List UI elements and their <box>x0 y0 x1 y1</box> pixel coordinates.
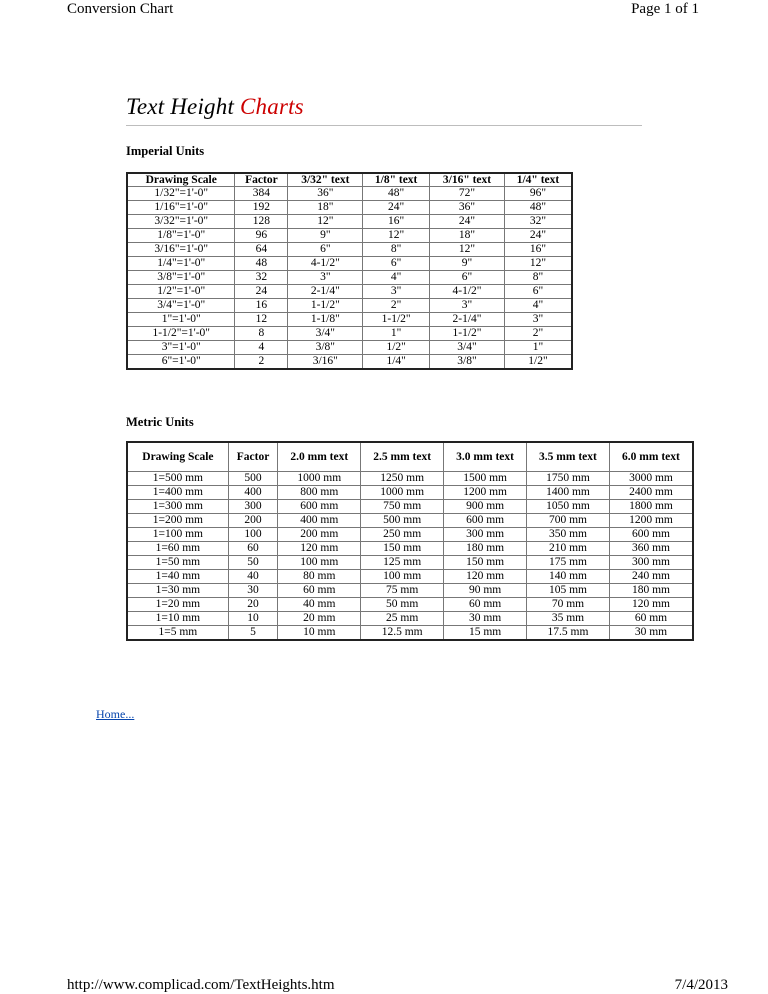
table-cell: 192 <box>235 201 288 215</box>
table-cell: 1800 mm <box>609 500 693 514</box>
table-cell: 1"=1'-0" <box>127 313 235 327</box>
table-cell: 150 mm <box>361 542 444 556</box>
table-cell: 6" <box>363 257 430 271</box>
table-cell: 48" <box>363 187 430 201</box>
table-cell: 100 mm <box>278 556 361 570</box>
metric-units-table <box>126 441 694 641</box>
table-row <box>127 598 693 612</box>
print-footer-date: 7/4/2013 <box>674 977 728 993</box>
table-cell: 48" <box>504 201 572 215</box>
table-cell: 30 <box>228 584 278 598</box>
table-cell: 400 mm <box>278 514 361 528</box>
table-row <box>127 584 693 598</box>
table-cell: 48 <box>235 257 288 271</box>
table-cell: 120 mm <box>609 598 693 612</box>
column-header: 1/4" text <box>504 173 572 187</box>
table-cell: 60 mm <box>444 598 527 612</box>
table-cell: 96" <box>504 187 572 201</box>
table-row <box>127 243 572 257</box>
table-cell: 4" <box>504 299 572 313</box>
table-cell: 100 mm <box>361 570 444 584</box>
print-footer-url: http://www.complicad.com/TextHeights.htm <box>67 977 335 993</box>
table-cell: 3" <box>288 271 363 285</box>
table-cell: 1-1/2" <box>288 299 363 313</box>
page-title <box>126 94 304 120</box>
table-cell: 1400 mm <box>527 486 610 500</box>
table-cell: 50 mm <box>361 598 444 612</box>
table-cell: 1200 mm <box>444 486 527 500</box>
table-cell: 3/32"=1'-0" <box>127 215 235 229</box>
table-cell: 24 <box>235 285 288 299</box>
table-cell: 1/4"=1'-0" <box>127 257 235 271</box>
table-cell: 3/8" <box>288 341 363 355</box>
table-cell: 120 mm <box>444 570 527 584</box>
table-cell: 4" <box>363 271 430 285</box>
table-cell: 8" <box>504 271 572 285</box>
table-cell: 175 mm <box>527 556 610 570</box>
table-cell: 300 mm <box>609 556 693 570</box>
table-cell: 1-1/2"=1'-0" <box>127 327 235 341</box>
table-cell: 600 mm <box>444 514 527 528</box>
table-cell: 1=50 mm <box>127 556 228 570</box>
table-cell: 2" <box>363 299 430 313</box>
table-cell: 240 mm <box>609 570 693 584</box>
table-cell: 200 mm <box>278 528 361 542</box>
table-cell: 12" <box>504 257 572 271</box>
table-cell: 24" <box>363 201 430 215</box>
table-cell: 96 <box>235 229 288 243</box>
table-cell: 15 mm <box>444 626 527 641</box>
table-cell: 1" <box>363 327 430 341</box>
table-row <box>127 472 693 486</box>
table-cell: 40 mm <box>278 598 361 612</box>
table-row <box>127 257 572 271</box>
table-cell: 40 <box>228 570 278 584</box>
table-cell: 4-1/2" <box>430 285 505 299</box>
table-cell: 4 <box>235 341 288 355</box>
table-cell: 800 mm <box>278 486 361 500</box>
table-cell: 1/2" <box>363 341 430 355</box>
table-cell: 1-1/2" <box>363 313 430 327</box>
table-cell: 600 mm <box>609 528 693 542</box>
column-header: 6.0 mm text <box>609 442 693 472</box>
table-cell: 1000 mm <box>361 486 444 500</box>
table-cell: 9" <box>430 257 505 271</box>
table-cell: 16 <box>235 299 288 313</box>
table-cell: 3" <box>430 299 505 313</box>
table-row <box>127 355 572 370</box>
table-row <box>127 187 572 201</box>
table-cell: 1/32"=1'-0" <box>127 187 235 201</box>
table-row <box>127 542 693 556</box>
table-cell: 3/4" <box>288 327 363 341</box>
table-row <box>127 313 572 327</box>
table-cell: 1=400 mm <box>127 486 228 500</box>
table-cell: 16" <box>504 243 572 257</box>
table-row <box>127 341 572 355</box>
table-cell: 24" <box>430 215 505 229</box>
table-cell: 12 <box>235 313 288 327</box>
table-cell: 2-1/4" <box>430 313 505 327</box>
table-row <box>127 528 693 542</box>
table-cell: 200 <box>228 514 278 528</box>
table-cell: 30 mm <box>444 612 527 626</box>
table-cell: 80 mm <box>278 570 361 584</box>
table-cell: 1=10 mm <box>127 612 228 626</box>
table-cell: 384 <box>235 187 288 201</box>
table-cell: 90 mm <box>444 584 527 598</box>
table-cell: 180 mm <box>609 584 693 598</box>
table-cell: 1/4" <box>363 355 430 370</box>
table-cell: 72" <box>430 187 505 201</box>
column-header: 2.5 mm text <box>361 442 444 472</box>
page-title-main: Text Height <box>126 94 240 119</box>
table-cell: 2-1/4" <box>288 285 363 299</box>
column-header: Factor <box>228 442 278 472</box>
table-cell: 1/2"=1'-0" <box>127 285 235 299</box>
table-cell: 8 <box>235 327 288 341</box>
table-cell: 20 mm <box>278 612 361 626</box>
table-cell: 3" <box>363 285 430 299</box>
page-title-accent: Charts <box>240 94 304 119</box>
column-header: 3.5 mm text <box>527 442 610 472</box>
table-cell: 18" <box>430 229 505 243</box>
table-cell: 1-1/8" <box>288 313 363 327</box>
table-row <box>127 271 572 285</box>
table-cell: 3"=1'-0" <box>127 341 235 355</box>
table-cell: 32 <box>235 271 288 285</box>
column-header: 1/8" text <box>363 173 430 187</box>
table-row <box>127 229 572 243</box>
table-cell: 1750 mm <box>527 472 610 486</box>
table-cell: 60 mm <box>278 584 361 598</box>
table-row <box>127 514 693 528</box>
table-cell: 125 mm <box>361 556 444 570</box>
print-header-page-number: Page 1 of 1 <box>631 1 699 17</box>
table-cell: 350 mm <box>527 528 610 542</box>
table-cell: 2" <box>504 327 572 341</box>
table-cell: 900 mm <box>444 500 527 514</box>
table-cell: 105 mm <box>527 584 610 598</box>
table-cell: 36" <box>288 187 363 201</box>
table-cell: 30 mm <box>609 626 693 641</box>
table-cell: 2400 mm <box>609 486 693 500</box>
table-row <box>127 201 572 215</box>
table-cell: 1200 mm <box>609 514 693 528</box>
table-cell: 12" <box>363 229 430 243</box>
column-header: 3.0 mm text <box>444 442 527 472</box>
table-cell: 2 <box>235 355 288 370</box>
table-cell: 1=500 mm <box>127 472 228 486</box>
table-row <box>127 299 572 313</box>
table-cell: 3/16" <box>288 355 363 370</box>
table-row <box>127 500 693 514</box>
column-header: 2.0 mm text <box>278 442 361 472</box>
table-cell: 400 <box>228 486 278 500</box>
table-cell: 4-1/2" <box>288 257 363 271</box>
title-divider <box>126 125 642 126</box>
table-cell: 1050 mm <box>527 500 610 514</box>
table-cell: 60 <box>228 542 278 556</box>
table-cell: 10 mm <box>278 626 361 641</box>
table-row <box>127 215 572 229</box>
table-cell: 1=300 mm <box>127 500 228 514</box>
table-cell: 500 mm <box>361 514 444 528</box>
table-cell: 300 <box>228 500 278 514</box>
table-row <box>127 285 572 299</box>
table-cell: 75 mm <box>361 584 444 598</box>
table-cell: 600 mm <box>278 500 361 514</box>
home-link[interactable]: Home... <box>96 707 135 721</box>
table-row <box>127 486 693 500</box>
table-cell: 500 <box>228 472 278 486</box>
table-cell: 1500 mm <box>444 472 527 486</box>
table-cell: 3/16"=1'-0" <box>127 243 235 257</box>
table-cell: 120 mm <box>278 542 361 556</box>
table-cell: 64 <box>235 243 288 257</box>
table-cell: 12.5 mm <box>361 626 444 641</box>
table-cell: 8" <box>363 243 430 257</box>
table-cell: 140 mm <box>527 570 610 584</box>
table-cell: 1250 mm <box>361 472 444 486</box>
table-cell: 25 mm <box>361 612 444 626</box>
table-cell: 3/8"=1'-0" <box>127 271 235 285</box>
table-cell: 1=20 mm <box>127 598 228 612</box>
table-cell: 3/4" <box>430 341 505 355</box>
table-cell: 6" <box>504 285 572 299</box>
table-cell: 210 mm <box>527 542 610 556</box>
table-cell: 12" <box>430 243 505 257</box>
table-cell: 12" <box>288 215 363 229</box>
table-cell: 3/4"=1'-0" <box>127 299 235 313</box>
table-cell: 17.5 mm <box>527 626 610 641</box>
table-cell: 1/16"=1'-0" <box>127 201 235 215</box>
table-cell: 700 mm <box>527 514 610 528</box>
table-cell: 16" <box>363 215 430 229</box>
table-cell: 360 mm <box>609 542 693 556</box>
table-cell: 180 mm <box>444 542 527 556</box>
table-cell: 300 mm <box>444 528 527 542</box>
table-cell: 1=30 mm <box>127 584 228 598</box>
table-cell: 128 <box>235 215 288 229</box>
column-header: Drawing Scale <box>127 442 228 472</box>
table-cell: 70 mm <box>527 598 610 612</box>
table-cell: 32" <box>504 215 572 229</box>
table-cell: 6"=1'-0" <box>127 355 235 370</box>
column-header: Drawing Scale <box>127 173 235 187</box>
table-cell: 60 mm <box>609 612 693 626</box>
table-cell: 100 <box>228 528 278 542</box>
table-row <box>127 612 693 626</box>
table-header-row <box>127 173 572 187</box>
table-cell: 9" <box>288 229 363 243</box>
table-row <box>127 327 572 341</box>
table-cell: 10 <box>228 612 278 626</box>
table-cell: 1=5 mm <box>127 626 228 641</box>
table-cell: 250 mm <box>361 528 444 542</box>
table-row <box>127 556 693 570</box>
column-header: Factor <box>235 173 288 187</box>
column-header: 3/32" text <box>288 173 363 187</box>
imperial-units-heading: Imperial Units <box>126 144 205 158</box>
table-cell: 5 <box>228 626 278 641</box>
metric-units-heading: Metric Units <box>126 415 194 429</box>
table-row <box>127 570 693 584</box>
table-cell: 3000 mm <box>609 472 693 486</box>
table-cell: 20 <box>228 598 278 612</box>
table-cell: 1/2" <box>504 355 572 370</box>
table-cell: 3" <box>504 313 572 327</box>
column-header: 3/16" text <box>430 173 505 187</box>
table-cell: 1000 mm <box>278 472 361 486</box>
table-cell: 50 <box>228 556 278 570</box>
table-cell: 6" <box>430 271 505 285</box>
table-cell: 1=100 mm <box>127 528 228 542</box>
table-cell: 1=40 mm <box>127 570 228 584</box>
table-cell: 1-1/2" <box>430 327 505 341</box>
table-cell: 35 mm <box>527 612 610 626</box>
table-header-row <box>127 442 693 472</box>
table-cell: 18" <box>288 201 363 215</box>
table-cell: 1" <box>504 341 572 355</box>
print-header-title: Conversion Chart <box>67 1 174 17</box>
table-cell: 150 mm <box>444 556 527 570</box>
table-cell: 1=60 mm <box>127 542 228 556</box>
table-cell: 1/8"=1'-0" <box>127 229 235 243</box>
table-row <box>127 626 693 641</box>
table-cell: 1=200 mm <box>127 514 228 528</box>
table-cell: 36" <box>430 201 505 215</box>
table-cell: 6" <box>288 243 363 257</box>
table-cell: 750 mm <box>361 500 444 514</box>
table-cell: 24" <box>504 229 572 243</box>
imperial-units-table <box>126 172 573 370</box>
table-cell: 3/8" <box>430 355 505 370</box>
